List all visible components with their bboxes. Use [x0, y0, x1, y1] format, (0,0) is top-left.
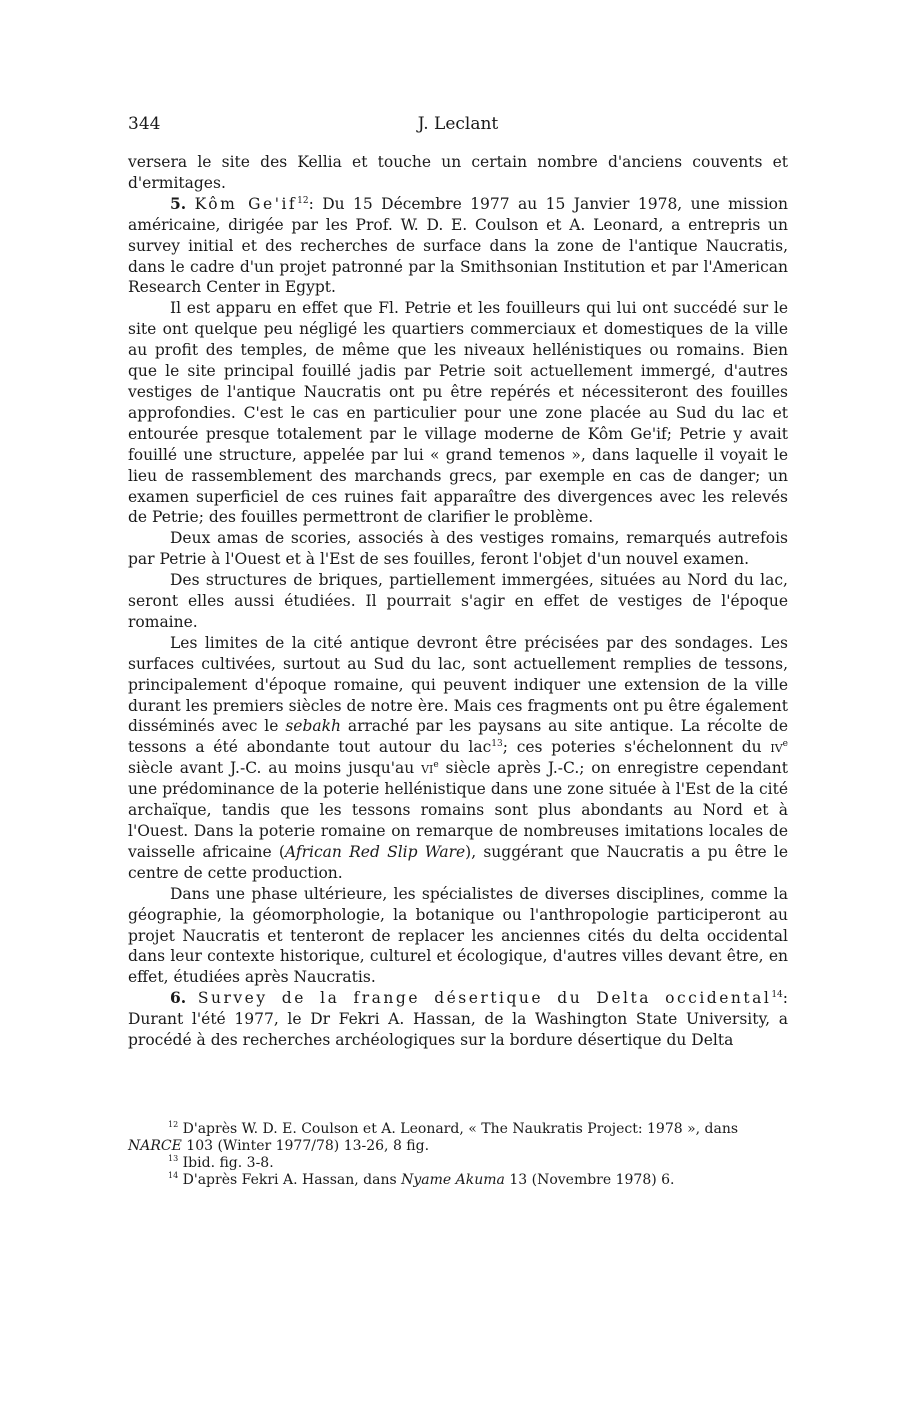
footnote-ref-12: 12 [297, 195, 309, 206]
paragraph-kellia-continuation: versera le site des Kellia et touche un certain nombre d'anciens couvents et d'ermitages. [128, 153, 788, 192]
superscript-e: e [433, 760, 439, 771]
paragraph-petrie: Il est apparu en effet que Fl. Petrie et les fouilleurs qui lui ont succédé sur le site ont quelque peu négligé les quartiers commerciaux et domestiques de la ville au profit des temples, de même que les niveaux hellénistiques ou romains. Bien que le site principal fouillé jadis par Petrie soit actuellement immergé, d'autres vestiges de l'antique Naucratis ont pu être repérés et nécessiteront des fouilles approfondies. C'est le cas en particulier pour une zone placée au Sud du lac et entourée presque totalement par le village moderne de Kôm Ge'if; Petrie y avait fouillé une structure, appelée par lui « grand temenos », dans laquelle il voyait le lieu de rassemblement des marchands grecs, par exemple en cas de danger; un examen superficiel de ces ruines fait apparaître des divergences avec les relevés de Petrie; des fouilles permettront de clarifier le problème. [128, 299, 788, 527]
italic-african-red-slip-ware: African Red Slip Ware [284, 842, 466, 861]
footnote-number: 14 [168, 1171, 179, 1180]
paragraph-scories: Deux amas de scories, associés à des vestiges romains, remarqués autrefois par Petrie à l'Ouest et à l'Est de ses fouilles, feront l'objet d'un nouvel examen. [128, 529, 788, 569]
footnote-12: $^{12}$ D'après W. D. E. Coulson et A. Leonard, « The Naukratis Project: 1978 », dans NARCE 103 (Winter 1977/78) 13-26, 8 fig. [128, 1120, 739, 1154]
page-number: 344 [128, 114, 161, 134]
roman-numeral-vi: vi [421, 759, 434, 778]
section-title: Survey de la frange désertique du Delta occidental [197, 989, 772, 1008]
italic-nyame-akuma: Nyame Akuma [401, 1172, 505, 1188]
footnote-number: 12 [168, 1120, 179, 1129]
paragraph-phase-ulterieure: Dans une phase ultérieure, les spécialistes de diverses disciplines, comme la géographie, la géomorphologie, la botanique ou l'anthropologie participeront au projet Naucratis et tenteront de replacer les anciennes cités du delta occidental dans leur contexte historique, culturel et écologique, d'autres villes devant être, en effet, étudiées après Naucratis. [128, 884, 788, 987]
section-number: 6. [170, 988, 187, 1008]
footnote-ref-14: 14 [771, 990, 783, 1001]
section-title: Kôm Ge'if [194, 194, 298, 213]
footnotes [128, 1121, 788, 1189]
italic-narce: NARCE [128, 1138, 182, 1154]
italic-sebakh: sebakh [285, 717, 341, 736]
superscript-e: e [782, 739, 788, 750]
page-header [128, 114, 788, 140]
paragraph-limites: Les limites de la cité antique devront être précisées par des sondages. Les surfaces cultivées, surtout au Sud du lac, sont actuellement remplies de tessons, principalement d'époque romaine, qui peuvent indiquer une extension de la ville durant les premiers siècles de notre ère. Mais ces fragments ont pu être également disséminés avec le sebakh arraché par les paysans au site antique. La récolte de tessons a été abondante tout autour du lac$^{13}$; ces poteries s'échelonnent du $iv^e$ siècle avant J.-C. au moins jusqu'au $vi^e$ siècle après J.-C.; on enregistre cependant une prédominance de la poterie hellénistique dans une zone située à l'Est de la cité archaïque, tandis que les tessons romains sont plus abondants au Nord et à l'Ouest. Dans la poterie romaine on remarque de nombreuses imitations locales de vaisselle africaine (African Red Slip Ware), suggérant que Naucratis a pu être le centre de cette production. [128, 633, 788, 882]
paragraph-briques: Des structures de briques, partiellement immergées, situées au Nord du lac, seront elles aussi étudiées. Il pourrait s'agir en effet de vestiges de l'époque romaine. [128, 571, 788, 631]
section-number: 5. [170, 193, 187, 213]
footnote-ref-13: 13 [491, 739, 503, 750]
paragraph-survey-delta: 6. Survey de la frange désertique du Delta occidental$^{14}$: Durant l'été 1977, le Dr Fekri A. Hassan, de la Washington State University, a procédé à des recherches archéologiques sur la bordure désertique du Delta [128, 988, 788, 1050]
paragraph-kom-geif: 5. Kôm $Ge'if^{12}$: Du 15 Décembre 1977 au 15 Janvier 1978, une mission américaine, dirigée par les Prof. W. D. E. Coulson et A. Leonard, a entrepris un survey initial et des recherches de surface dans la zone de l'antique Naucratis, dans le cadre d'un projet patronné par la Smithsonian Institution et par l'American Research Center in Egypt. [128, 193, 788, 297]
roman-numeral-iv: iv [770, 738, 783, 757]
running-head: J. Leclant [417, 114, 499, 134]
footnote-number: 13 [168, 1154, 179, 1163]
body-text [128, 152, 788, 1051]
footnote-13: $^{13}$ Ibid. fig. 3-8. [168, 1154, 274, 1171]
footnote-14: $^{14}$ D'après Fekri A. Hassan, dans Nyame Akuma 13 (Novembre 1978) 6. [168, 1171, 675, 1188]
